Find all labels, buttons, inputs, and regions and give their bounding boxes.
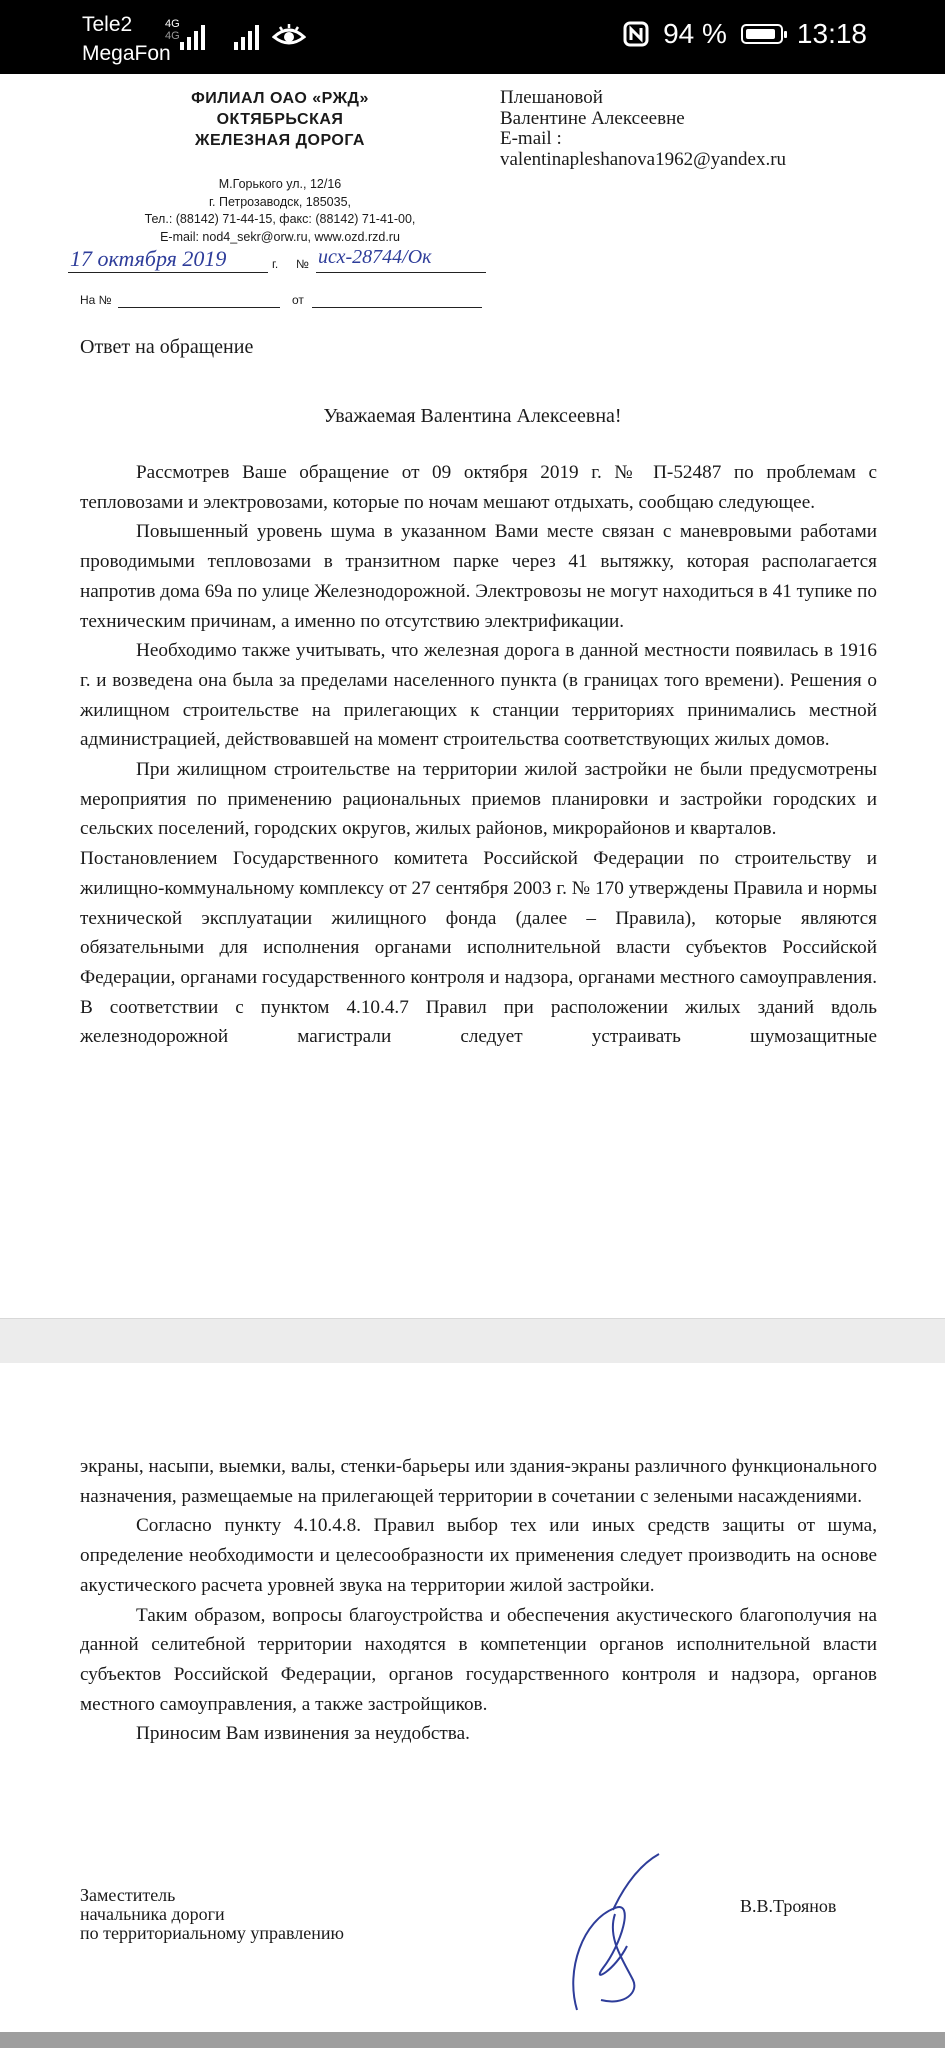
nfc-icon [623, 21, 649, 47]
signature-block [80, 1886, 344, 1943]
year-suffix: г. [272, 257, 279, 271]
letter-greeting: Уважаемая Валентина Алексеевна! [323, 405, 622, 427]
document-page-1 [0, 74, 945, 1318]
letter-body-page-1 [80, 458, 877, 1052]
recipient-email-label: E-mail : [500, 128, 562, 149]
number-label: № [296, 257, 309, 271]
carrier-2: MegaFon [82, 42, 171, 65]
paragraph: экраны, насыпи, выемки, валы, стенки-барьеры или здания-экраны различного функционального назначения, размещаемые на прилегающей территории в сочетании с зелеными насаждениями. [80, 1456, 877, 1507]
handwritten-number: исх-28744/Ок [318, 246, 432, 268]
date-underline [68, 272, 268, 273]
recipient-name: Валентине Алексеевне [500, 107, 685, 129]
letter-body-page-2 [80, 1452, 877, 1749]
letterhead-line-1: ФИЛИАЛ ОАО «РЖД» [191, 90, 369, 107]
status-bar [0, 0, 945, 74]
signer-name: В.В.Троянов [740, 1896, 837, 1916]
address-line-2: г. Петрозаводск, 185035, [209, 194, 351, 209]
paragraph: Рассмотрев Ваше обращение от 09 октября 2019 г. № П-52487 по проблемам с тепловозами и электровозами, которые по ночам мешают отдыхать, сообщаю следующее. [80, 462, 877, 513]
reference-line [118, 307, 280, 308]
reference-from-label: от [292, 293, 304, 307]
network-2: 4G [165, 30, 180, 42]
signer-title-2: начальника дороги [80, 1904, 225, 1924]
recipient-email: valentinapleshanova1962@yandex.ru [500, 148, 787, 170]
address-line-1: М.Горького ул., 12/16 [218, 177, 342, 191]
handwritten-signature [555, 1850, 665, 2020]
letter-subject: Ответ на обращение [80, 336, 254, 358]
letterhead-line-2: ОКТЯБРЬСКАЯ [216, 111, 344, 128]
signal-icon-2 [234, 24, 264, 50]
letterhead-org [150, 88, 410, 151]
network-1: 4G [165, 18, 180, 30]
signal-icon-1 [180, 24, 210, 50]
page-separator [0, 1318, 945, 1364]
recipient-block [500, 88, 786, 170]
address-line-4: E-mail: nod4_sekr@orw.ru, www.ozd.rzd.ru [160, 229, 400, 244]
reference-label: На № [80, 293, 112, 307]
paragraph: При жилищном строительстве на территории жилой застройки не были предусмотрены мероприятия по применению рациональных приемов планировки и застройки городских и сельских поселений, городских округов, жилых районов, микрорайонов и кварталов. [80, 759, 877, 840]
clock: 13:18 [796, 18, 867, 49]
paragraph: Постановлением Государственного комитета Российской Федерации по строительству и жилищно-коммунальному комплексу от 27 сентября 2003 г. № 170 утверждены Правила и нормы технической эксплуатации жилищного фонда (далее – Правила), которые являются обязательными для исполнения органами исполнительной власти субъектов Российской Федерации, органами государственного контроля и надзора, органами местного самоуправления. В соответствии с пунктом 4.10.4.7 Правил при расположении жилых зданий вдоль железнодорожной магистрали следует устраивать шумозащитные [80, 848, 877, 1048]
carrier-names [82, 10, 171, 68]
letterhead-line-3: ЖЕЛЕЗНАЯ ДОРОГА [195, 132, 365, 149]
battery-percent: 94 % [663, 18, 727, 49]
address-line-3: Тел.: (88142) 71-44-15, факс: (88142) 71-41-00, [144, 212, 416, 226]
letterhead-address [100, 176, 460, 246]
paragraph: Приносим Вам извинения за неудобства. [136, 1723, 470, 1745]
eye-icon [272, 22, 306, 48]
carrier-1: Tele2 [82, 13, 133, 36]
recipient-surname: Плешановой [500, 87, 603, 108]
paragraph: Необходимо также учитывать, что железная дорога в данной местности появилась в 1916 г. и возведена она была за пределами населенного пункта (в границах того времени). Решения о жилищном строительстве на прилегающих к станции территориях принимались местной администрацией, действовавшей на момент строительства соответствующих жилых домов. [80, 640, 877, 751]
network-type [165, 18, 180, 42]
navigation-bar [0, 2032, 945, 2048]
paragraph: Согласно пункту 4.10.4.8. Правил выбор тех или иных средств защиты от шума, определение необходимости и целесообразности их применения следует производить на основе акустического расчета уровней звука на территории жилой застройки. [80, 1515, 877, 1596]
handwritten-date: 17 октября 2019 [70, 246, 227, 271]
signer-title-3: по территориальному управлению [80, 1923, 344, 1943]
number-underline [316, 272, 486, 273]
signer-title-1: Заместитель [80, 1885, 176, 1905]
paragraph: Таким образом, вопросы благоустройства и обеспечения акустического благополучия на данной селитебной территории находятся в компетенции органов исполнительной власти субъектов Российской Федерации, органов государственного контроля и надзора, органов местного самоуправления, а также застройщиков. [80, 1604, 877, 1715]
reference-from-line [312, 307, 482, 308]
battery-icon [741, 24, 783, 44]
paragraph: Повышенный уровень шума в указанном Вами месте связан с маневровыми работами проводимыми тепловозами в транзитном парке через 41 вытяжку, которая располагается напротив дома 69а по улице Железнодорожной. Электровозы не могут находиться в 41 тупике по техническим причинам, а именно по отсутствию электрификации. [80, 521, 877, 632]
status-right [623, 18, 867, 50]
